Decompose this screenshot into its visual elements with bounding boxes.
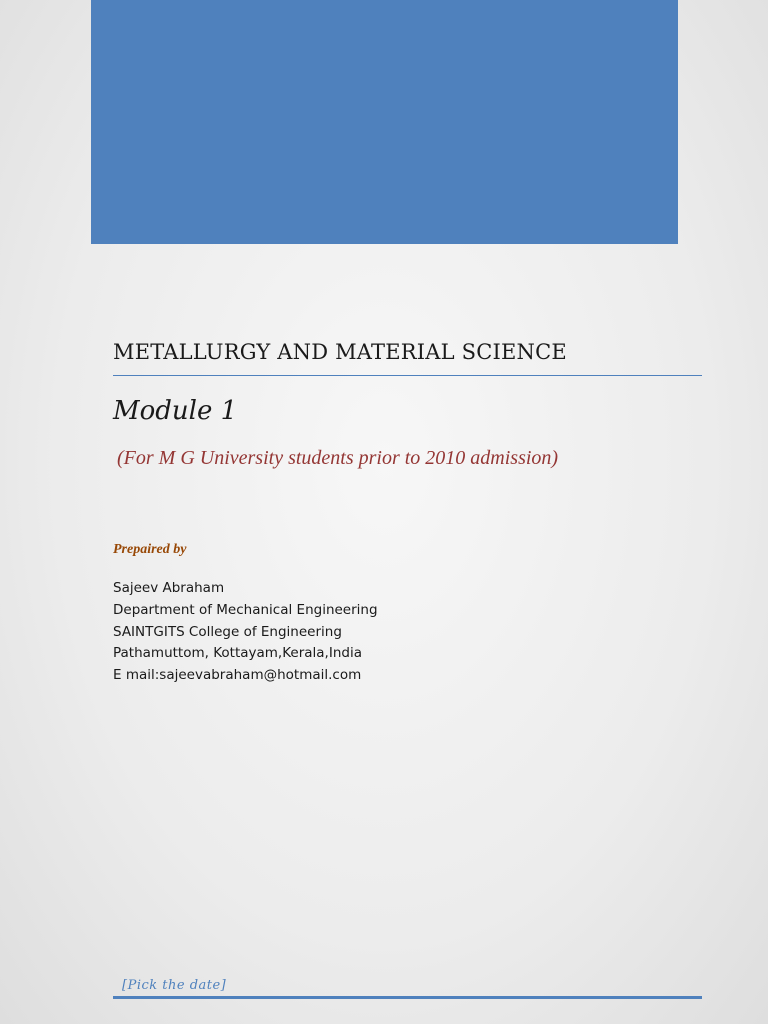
date-placeholder-field[interactable]: [Pick the date] bbox=[122, 978, 227, 993]
footer-divider bbox=[113, 996, 702, 999]
author-email: E mail:sajeevabraham@hotmail.com bbox=[113, 667, 362, 684]
audience-subtitle: (For M G University students prior to 2010 admission) bbox=[117, 447, 559, 469]
author-department: Department of Mechanical Engineering bbox=[113, 601, 378, 618]
prepared-by-label: Prepaired by bbox=[113, 542, 187, 557]
title-divider bbox=[113, 375, 702, 376]
document-title: METALLURGY AND MATERIAL SCIENCE bbox=[113, 340, 567, 364]
author-address: Pathamuttom, Kottayam,Kerala,India bbox=[113, 645, 362, 662]
author-name: Sajeev Abraham bbox=[113, 580, 225, 596]
header-color-block bbox=[91, 0, 678, 244]
author-block bbox=[113, 578, 378, 687]
author-college: SAINTGITS College of Engineering bbox=[113, 623, 342, 640]
module-heading: Module 1 bbox=[113, 396, 238, 426]
